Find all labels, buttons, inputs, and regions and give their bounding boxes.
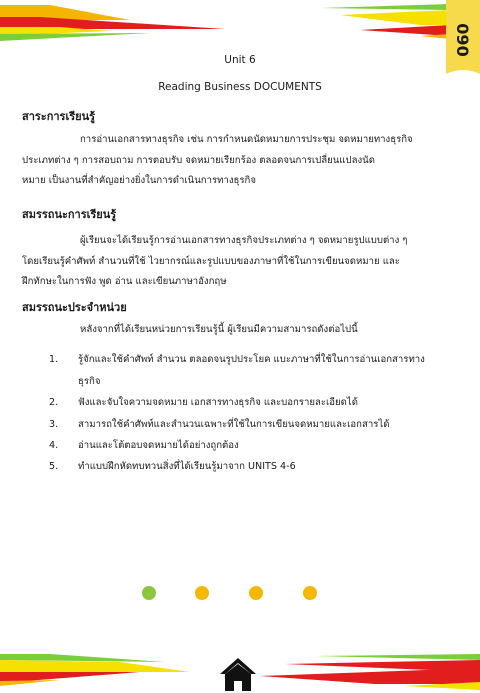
list-text: สามารถใช้คำศัพท์และสำนวนเฉพาะที่ใช้ในการเขียนจดหมายและเอกสารได้ (78, 419, 390, 430)
decor-dot-orange (249, 586, 263, 600)
home-icon[interactable] (218, 656, 258, 692)
page-title: Reading Business DOCUMENTS (158, 81, 322, 93)
page-number: 090 (453, 23, 473, 57)
list-number: 2. (49, 397, 59, 408)
top-right-stripes (300, 0, 450, 45)
body-line: หมาย เป็นงานที่สำคัญอย่างยิ่งในการดำเนินการทางธุรกิจ (22, 175, 256, 186)
body-line: ฝึกทักษะในการฟัง พูด อ่าน และเขียนภาษาอังกฤษ (22, 276, 227, 287)
body-line: ประเภทต่าง ๆ การสอบถาม การตอบรับ จดหมายเรียกร้อง ตลอดจนการเปลี่ยนแปลงนัด (22, 154, 375, 166)
section-body-content (22, 130, 452, 192)
list-text: อ่านและโต้ตอบจดหมายได้อย่างถูกต้อง (78, 440, 239, 451)
decor-dot-orange (195, 586, 209, 600)
section-intro-unit-competency (22, 320, 452, 341)
decor-dot-green (142, 586, 156, 600)
list-text: ธุรกิจ (78, 376, 101, 387)
section-body-competency (22, 231, 452, 293)
bottom-left-stripes (0, 650, 200, 693)
intro-line: หลังจากที่ได้เรียนหน่วยการเรียนรู้นี้ ผู้เรียนมีความสามารถดังต่อไปนี้ (80, 324, 358, 335)
section-heading-content: สาระการเรียนรู้ (22, 110, 95, 123)
body-line: การอ่านเอกสารทางธุรกิจ เช่น การกำหนดนัดหมายการประชุม จดหมายทางธุรกิจ (80, 134, 413, 145)
body-line: ผู้เรียนจะได้เรียนรู้การอ่านเอกสารทางธุรกิจประเภทต่าง ๆ จดหมายรูปแบบต่าง ๆ (80, 235, 408, 246)
list-text: ทำแบบฝึกหัดทบทวนสิ่งที่ได้เรียนรู้มาจาก UNITS 4-6 (78, 461, 296, 472)
list-text: รู้จักและใช้คำศัพท์ สำนวน ตลอดจนรูปประโยค แบะภาษาที่ใช้ในการอ่านเอกสารทาง (78, 354, 425, 365)
list-text: ฟังและจับใจความจดหมาย เอกสารทางธุรกิจ และบอกรายละเอียดได้ (78, 397, 358, 408)
decor-dot-orange (303, 586, 317, 600)
section-heading-competency: สมรรถนะการเรียนรู้ (22, 208, 117, 221)
body-line: โดยเรียนรู้คำศัพท์ สำนวนที่ใช้ ไวยากรณ์และรูปแบบของภาษาที่ใช้ในการเขียนจดหมาย และ (22, 255, 400, 267)
bottom-right-stripes (255, 650, 480, 693)
list-number: 3. (49, 419, 59, 430)
section-heading-unit-competency: สมรรถนะประจำหน่วย (22, 301, 127, 314)
top-left-stripes (0, 0, 230, 45)
list-number: 4. (49, 440, 59, 451)
unit-label: Unit 6 (224, 54, 256, 66)
list-number: 5. (49, 461, 59, 472)
list-number: 1. (49, 354, 59, 365)
